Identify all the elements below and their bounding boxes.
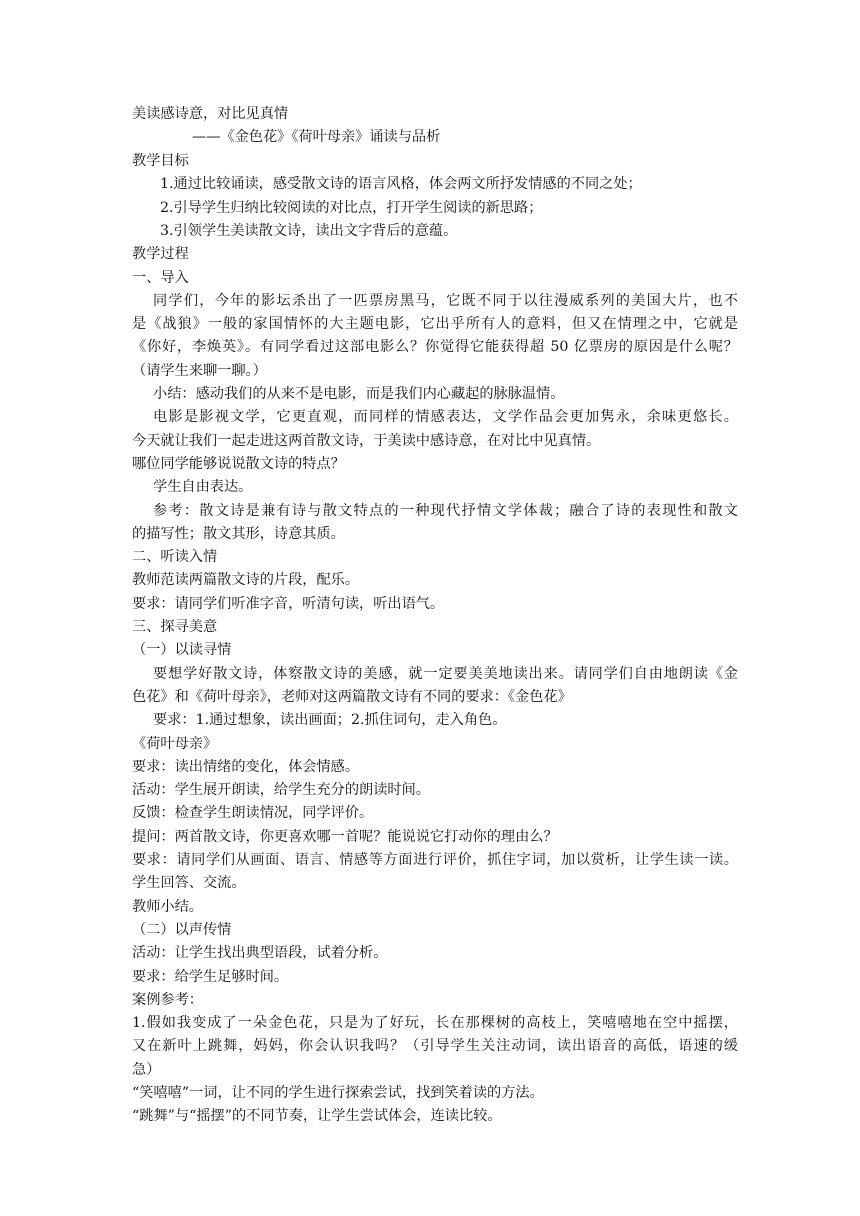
text-line: 同学们，今年的影坛杀出了一匹票房黑马，它既不同于以往漫威系列的美国大片，也不 <box>153 292 738 309</box>
text-line: 提问：两首散文诗，你更喜欢哪一首呢？能说说它打动你的理由么？ <box>132 828 558 845</box>
text-line: “笑嘻嘻”一词，让不同的学生进行探索尝试，找到笑着读的方法。 <box>132 1085 544 1101</box>
text-line: 活动：学生展开朗读，给学生充分的朗读时间。 <box>132 782 430 799</box>
text-line: 三、探寻美意 <box>132 619 218 635</box>
text-line: 3.引领学生美读散文诗，读出文字背后的意蕴。 <box>160 222 458 239</box>
text-line: 是《战狼》一般的家国情怀的大主题电影，它出乎所有人的意料，但又在情理之中，它就是 <box>132 316 738 333</box>
text-line: 案例参考： <box>132 991 203 1008</box>
text-line: 2.引导学生归纳比较阅读的对比点，打开学生阅读的新思路； <box>160 199 543 216</box>
text-line: 急） <box>132 1061 161 1078</box>
text-line: 要求：请同学们从画面、语言、情感等方面进行评价，抓住字词，加以赏析，让学生读一读。 <box>132 852 738 868</box>
text-line: 要想学好散文诗，体察散文诗的美感，就一定要美美地读出来。请同学们自由地朗读《金 <box>153 665 738 682</box>
text-line: 要求：1.通过想象，读出画面；2.抓住词句，走入角色。 <box>153 712 507 729</box>
text-line: 的描写性；散文其形，诗意其质。 <box>132 525 345 542</box>
text-line: 《你好，李焕英》。有同学看过这部电影么？你觉得它能获得超 50 亿票房的原因是什么呢？ <box>132 339 738 356</box>
text-line: （一）以读寻情 <box>132 642 232 659</box>
text-line: 教师范读两篇散文诗的片段，配乐。 <box>132 572 360 589</box>
text-line: 哪位同学能够说说散文诗的特点？ <box>132 455 345 472</box>
text-line: 要求：读出情绪的变化，体会情感。 <box>132 758 360 775</box>
text-line: 今天就让我们一起走进这两首散文诗，于美读中感诗意，在对比中见真情。 <box>132 432 601 449</box>
text-line: 1.通过比较诵读，感受散文诗的语言风格，体会两文所抒发情感的不同之处； <box>160 176 642 193</box>
text-line: 要求：请同学们听准字音，听清句读，听出语气。 <box>132 595 445 612</box>
text-line: 小结：感动我们的从来不是电影，而是我们内心藏起的脉脉温情。 <box>153 386 565 402</box>
document-title: 美读感诗意，对比见真情 <box>132 106 289 122</box>
text-line: 要求：给学生足够时间。 <box>132 968 289 985</box>
text-line: 活动：让学生找出典型语段，试着分析。 <box>132 945 388 962</box>
text-line: 教学过程 <box>132 246 189 263</box>
text-line: 一、导入 <box>132 269 189 286</box>
text-line: 参考：散文诗是兼有诗与散文特点的一种现代抒情文学体裁；融合了诗的表现性和散文 <box>153 502 738 519</box>
text-line: 《荷叶母亲》 <box>132 735 218 752</box>
text-line: 二、听读入情 <box>132 549 218 566</box>
text-line: 反馈：检查学生朗读情况，同学评价。 <box>132 805 374 822</box>
text-line: 电影是影视文学，它更直观，而同样的情感表达，文学作品会更加隽永，余味更悠长。 <box>153 409 738 426</box>
text-line: 色花》和《荷叶母亲》，老师对这两篇散文诗有不同的要求：《金色花》 <box>132 688 572 705</box>
text-line: 学生自由表达。 <box>153 479 253 496</box>
text-line: 又在新叶上跳舞，妈妈，你会认识我吗？（引导学生关注动词，读出语音的高低，语速的缓 <box>132 1038 738 1055</box>
text-line: “跳舞”与“摇摆”的不同节奏，让学生尝试体会，连读比较。 <box>132 1108 502 1125</box>
text-line: （请学生来聊一聊。） <box>132 362 267 379</box>
text-line: 教师小结。 <box>132 898 203 915</box>
text-line: 教学目标 <box>132 153 189 169</box>
text-line: 1.假如我变成了一朵金色花，只是为了好玩，长在那棵树的高枝上，笑嘻嘻地在空中摇摆， <box>132 1015 738 1032</box>
document-subtitle: ——《金色花》《荷叶母亲》诵读与品析 <box>192 129 441 145</box>
text-line: （二）以声传情 <box>132 921 232 938</box>
text-line: 学生回答、交流。 <box>132 875 246 892</box>
